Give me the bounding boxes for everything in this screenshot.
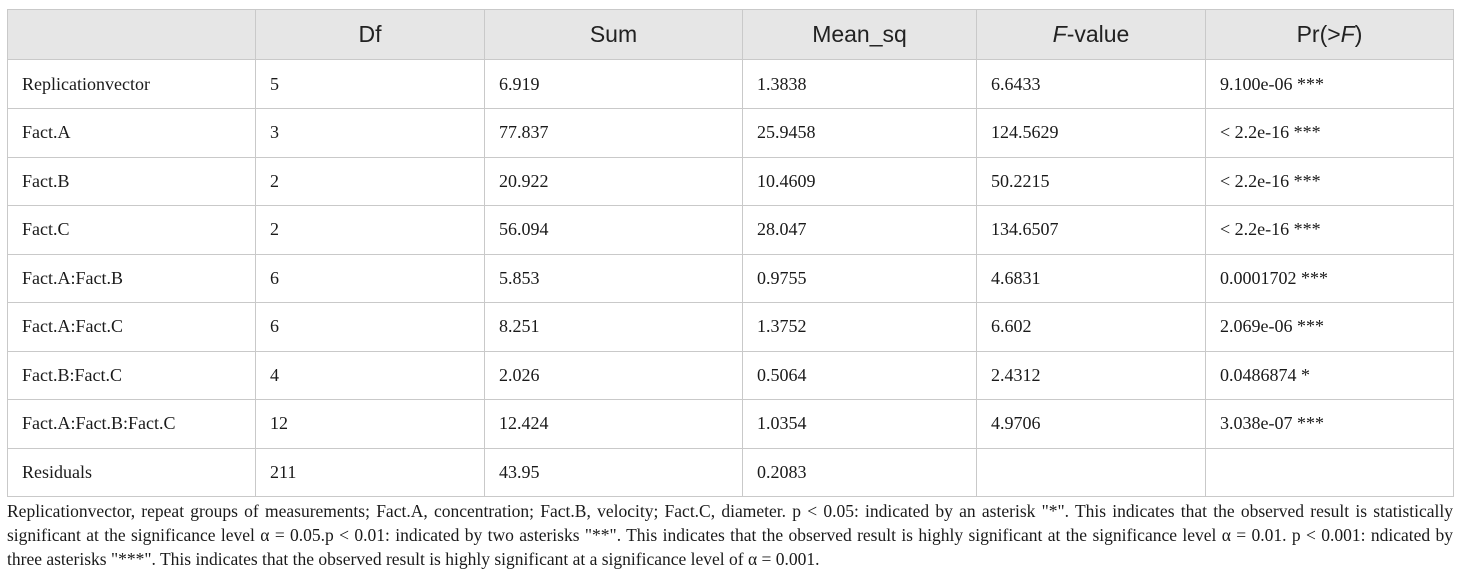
- cell-p-value: < 2.2e-16 ***: [1206, 157, 1454, 206]
- cell-sum: 43.95: [485, 448, 743, 497]
- anova-table: [7, 9, 1454, 497]
- cell-f-value: 134.6507: [977, 206, 1206, 255]
- cell-df: 6: [256, 254, 485, 303]
- cell-f-value: 50.2215: [977, 157, 1206, 206]
- cell-p-value: [1206, 448, 1454, 497]
- cell-term: Residuals: [8, 448, 256, 497]
- table-row: [8, 157, 1454, 206]
- cell-sum: 8.251: [485, 303, 743, 352]
- cell-mean-sq: 1.3752: [743, 303, 977, 352]
- cell-sum: 12.424: [485, 400, 743, 449]
- header-sum: [485, 10, 743, 60]
- cell-mean-sq: 0.2083: [743, 448, 977, 497]
- table-row: [8, 206, 1454, 255]
- cell-p-value: 2.069e-06 ***: [1206, 303, 1454, 352]
- cell-sum: 77.837: [485, 109, 743, 158]
- cell-term: Fact.B:Fact.C: [8, 351, 256, 400]
- anova-table-container: [7, 9, 1453, 497]
- header-text: Df: [358, 21, 382, 47]
- table-row: [8, 448, 1454, 497]
- cell-f-value: 4.6831: [977, 254, 1206, 303]
- cell-f-value: 6.6433: [977, 60, 1206, 109]
- cell-df: 5: [256, 60, 485, 109]
- cell-p-value: 3.038e-07 ***: [1206, 400, 1454, 449]
- cell-mean-sq: 0.5064: [743, 351, 977, 400]
- cell-f-value: 4.9706: [977, 400, 1206, 449]
- cell-f-value: 6.602: [977, 303, 1206, 352]
- cell-f-value: 124.5629: [977, 109, 1206, 158]
- header-italic-text: F: [1052, 21, 1067, 47]
- table-footnote: Replicationvector, repeat groups of measurements; Fact.A, concentration; Fact.B, velocity; Fact.C, diameter. p < 0.05: indicated by an asterisk "*". This indicates that the observed result is statistically significant at the significance level α = 0.05.p < 0.01: indicated by two asterisks "**". This indicates that the observed result is highly significant at the significance level α = 0.01. p < 0.001: ndicated by three asterisks "***". This indicates that the observed result is highly significant at a significance level of α = 0.001.: [7, 501, 1453, 569]
- table-row: [8, 60, 1454, 109]
- cell-df: 2: [256, 157, 485, 206]
- header-text: Pr(>: [1296, 21, 1341, 47]
- cell-term: Fact.A:Fact.B:Fact.C: [8, 400, 256, 449]
- cell-term: Fact.B: [8, 157, 256, 206]
- cell-term: Replicationvector: [8, 60, 256, 109]
- cell-mean-sq: 1.3838: [743, 60, 977, 109]
- cell-p-value: 0.0486874 *: [1206, 351, 1454, 400]
- cell-p-value: < 2.2e-16 ***: [1206, 109, 1454, 158]
- table-row: [8, 254, 1454, 303]
- table-header-row: [8, 10, 1454, 60]
- cell-sum: 56.094: [485, 206, 743, 255]
- cell-p-value: 9.100e-06 ***: [1206, 60, 1454, 109]
- header-text: ): [1354, 21, 1363, 47]
- header-pr-f: [1206, 10, 1454, 60]
- header-text: Sum: [589, 21, 638, 47]
- cell-df: 6: [256, 303, 485, 352]
- table-row: [8, 400, 1454, 449]
- cell-sum: 20.922: [485, 157, 743, 206]
- header-mean-sq: [743, 10, 977, 60]
- cell-df: 12: [256, 400, 485, 449]
- table-body: [8, 60, 1454, 497]
- table-row: [8, 109, 1454, 158]
- cell-f-value: [977, 448, 1206, 497]
- cell-df: 3: [256, 109, 485, 158]
- cell-df: 4: [256, 351, 485, 400]
- cell-p-value: 0.0001702 ***: [1206, 254, 1454, 303]
- cell-sum: 5.853: [485, 254, 743, 303]
- header-text: -value: [1066, 21, 1130, 47]
- cell-sum: 2.026: [485, 351, 743, 400]
- table-row: [8, 303, 1454, 352]
- header-f-value: [977, 10, 1206, 60]
- header-df: [256, 10, 485, 60]
- header-cell-empty: [8, 10, 256, 60]
- cell-sum: 6.919: [485, 60, 743, 109]
- cell-f-value: 2.4312: [977, 351, 1206, 400]
- table-row: [8, 351, 1454, 400]
- cell-mean-sq: 28.047: [743, 206, 977, 255]
- cell-mean-sq: 25.9458: [743, 109, 977, 158]
- cell-term: Fact.A:Fact.C: [8, 303, 256, 352]
- cell-df: 211: [256, 448, 485, 497]
- header-italic-text: F: [1340, 21, 1355, 47]
- cell-term: Fact.A: [8, 109, 256, 158]
- header-text: Mean_sq: [812, 21, 907, 47]
- cell-mean-sq: 1.0354: [743, 400, 977, 449]
- cell-p-value: < 2.2e-16 ***: [1206, 206, 1454, 255]
- cell-mean-sq: 0.9755: [743, 254, 977, 303]
- cell-df: 2: [256, 206, 485, 255]
- cell-mean-sq: 10.4609: [743, 157, 977, 206]
- cell-term: Fact.A:Fact.B: [8, 254, 256, 303]
- cell-term: Fact.C: [8, 206, 256, 255]
